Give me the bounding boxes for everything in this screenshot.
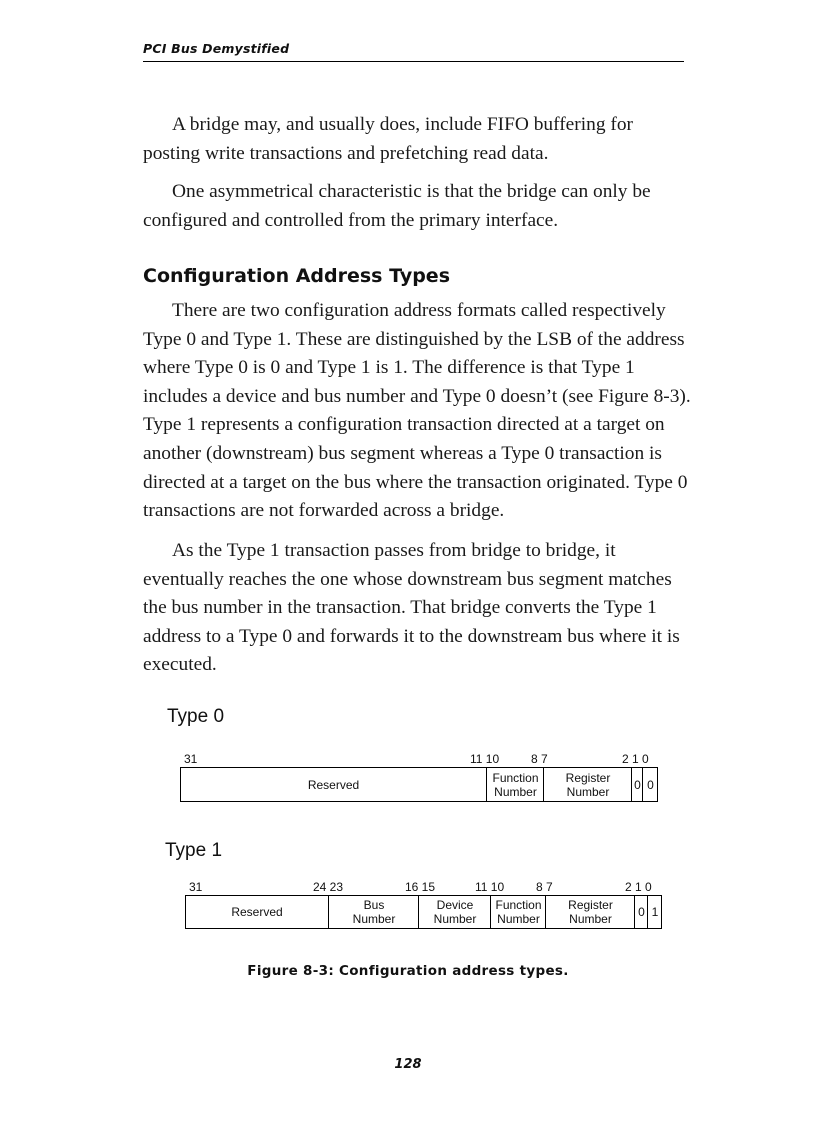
field-line: Function [492, 770, 539, 785]
page-number: 128 [394, 1057, 422, 1072]
type0-bit-2-1-0: 2 1 0 [622, 752, 649, 766]
type0-reserved-field: Reserved [307, 777, 360, 792]
running-head-title: PCI Bus Demystified [143, 41, 684, 62]
type1-bus-field [328, 896, 419, 928]
field-line: Register [565, 770, 611, 785]
paragraph-asymmetrical [143, 178, 691, 235]
type1-bit1-field: 0 [634, 896, 648, 928]
type1-bit-24-23: 24 23 [313, 880, 344, 894]
type0-register-box [180, 767, 658, 802]
type0-register-field [543, 768, 632, 801]
section-heading: Configuration Address Types [143, 265, 450, 287]
figure-caption: Figure 8-3: Configuration address types. [247, 963, 569, 979]
type0-bit-11-10: 11 10 [470, 752, 500, 766]
type1-bit-2-1-0: 2 1 0 [625, 880, 652, 894]
type1-reserved-field: Reserved [231, 905, 283, 919]
field-line: Number [433, 912, 477, 926]
field-line: Number [352, 912, 396, 926]
field-line: Number [497, 912, 540, 926]
type1-device-field [418, 896, 491, 928]
field-line: Number [566, 784, 610, 799]
type0-function-field [486, 768, 544, 801]
type1-function-field [490, 896, 546, 928]
field-line: Bus [363, 898, 385, 912]
paragraph-text: As the Type 1 transaction passes from bridge to bridge, it eventually reaches the one whose downstream bus segment matches the bus number in the transaction. That bridge converts the Type 1 address to a Type 0 and forwards it to the downstream bus where it is executed. [143, 540, 680, 676]
type1-bit-16-15: 16 15 [405, 880, 436, 894]
type0-bit-31: 31 [184, 752, 198, 766]
paragraph-address-formats [143, 297, 693, 526]
type1-label: Type 1 [165, 840, 223, 861]
type0-label: Type 0 [167, 706, 225, 727]
type1-register-box [185, 895, 662, 929]
paragraph-text: A bridge may, and usually does, include FIFO buffering for posting write transactions and prefetching read data. [143, 114, 633, 164]
type1-bit0-field: 1 [647, 896, 662, 928]
field-line: Register [568, 898, 613, 912]
field-line: Number [494, 784, 537, 799]
paragraph-text: There are two configuration address formats called respectively Type 0 and Type 1. These are distinguished by the LSB of the address where Type 0 is 0 and Type 1 is 1. The difference is that Type 1 includes a device and bus number and Type 0 doesn’t (see Figure 8-3). Type 1 represents a configuration transaction directed at a target on another (downstream) bus segment whereas a Type 0 transaction is directed at a target on the bus where the transaction originated. Type 0 transactions are not forwarded across a bridge. [143, 300, 691, 522]
field-line: Function [495, 898, 542, 912]
type1-register-field [545, 896, 635, 928]
field-line: Number [569, 912, 612, 926]
type0-bit1-field: 0 [631, 768, 643, 801]
type1-bit-8-7: 8 7 [536, 880, 553, 894]
paragraph-fifo-buffering [143, 111, 691, 168]
paragraph-type1-passing [143, 537, 691, 680]
type1-bit-31: 31 [189, 880, 203, 894]
field-line: Device [436, 898, 474, 912]
type0-bit-8-7: 8 7 [531, 752, 548, 766]
type1-bit-11-10: 11 10 [475, 880, 505, 894]
paragraph-text: One asymmetrical characteristic is that the bridge can only be configured and controlled from the primary interface. [143, 181, 651, 231]
type0-bit0-field: 0 [642, 768, 658, 801]
